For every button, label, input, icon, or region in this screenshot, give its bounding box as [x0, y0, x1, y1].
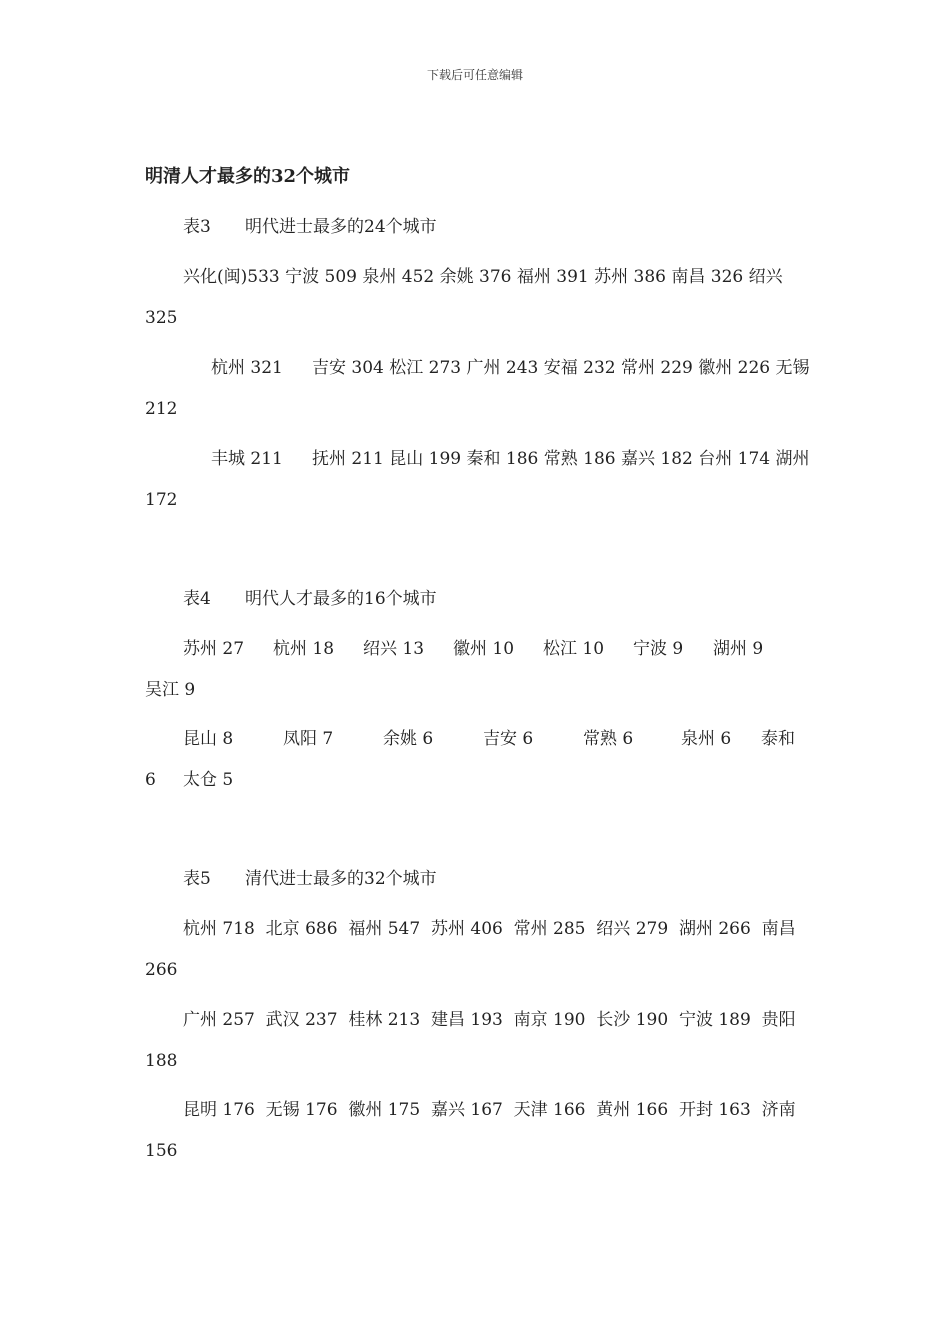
table4-row2-cell: 余姚 6 [383, 729, 434, 749]
table4-row1-cell: 杭州 18 [273, 639, 335, 659]
table3-caption-number: 表3 [183, 217, 211, 237]
table3-line-1: 兴化(闽)533 宁波 509 泉州 452 余姚 376 福州 391 苏州 386 南昌 326 绍兴 [183, 267, 783, 287]
table5-caption-number: 表5 [183, 869, 211, 889]
table4-row2-cell: 凤阳 7 [283, 729, 334, 749]
table4-row2-cell: 泰和 [761, 729, 795, 749]
table4-row1-wrap: 吴江 9 [145, 680, 196, 700]
table5-line-1: 杭州 718 北京 686 福州 547 苏州 406 常州 285 绍兴 279 湖州 266 南昌 [183, 919, 796, 939]
table5-line-3: 昆明 176 无锡 176 徽州 175 嘉兴 167 天津 166 黄州 166 开封 163 济南 [183, 1100, 796, 1120]
table3-line-2-first: 杭州 321 [211, 358, 283, 378]
table3-line-3-wrap: 172 [145, 490, 178, 510]
table5-line-2: 广州 257 武汉 237 桂林 213 建昌 193 南京 190 长沙 190 宁波 189 贵阳 [183, 1010, 796, 1030]
table4-row2-cell: 泉州 6 [681, 729, 732, 749]
table4-row2-wrap-number: 6 [145, 770, 156, 790]
table3-line-2-wrap: 212 [145, 399, 178, 419]
table4-caption-number: 表4 [183, 589, 211, 609]
table5-line-1-wrap: 266 [145, 960, 178, 980]
table4-row1-cell: 苏州 27 [183, 639, 245, 659]
table4-row1-cell: 徽州 10 [453, 639, 515, 659]
table4-row2-cell: 吉安 6 [483, 729, 534, 749]
table4-row2-cell: 昆山 8 [183, 729, 234, 749]
table4-row1-cell: 绍兴 13 [363, 639, 425, 659]
page-header: 下载后可任意编辑 [426, 68, 523, 82]
table3-line-3-first: 丰城 211 [211, 449, 283, 469]
table4-row2-cell: 常熟 6 [583, 729, 634, 749]
table3-line-2-rest: 吉安 304 松江 273 广州 243 安福 232 常州 229 徽州 226 无锡 [312, 358, 810, 378]
table3-line-1-wrap: 325 [145, 308, 178, 328]
table4-caption: 明代人才最多的16个城市 [245, 589, 437, 609]
table5-caption: 清代进士最多的32个城市 [245, 869, 437, 889]
table3-caption: 明代进士最多的24个城市 [245, 217, 437, 237]
table4-row2-wrap: 太仓 5 [183, 770, 234, 790]
document-title: 明清人才最多的32个城市 [145, 166, 351, 187]
table4-row1-cell: 湖州 9 [713, 639, 764, 659]
table4-row1-cell: 松江 10 [543, 639, 605, 659]
table4-row1-cell: 宁波 9 [633, 639, 684, 659]
table5-line-3-wrap: 156 [145, 1141, 178, 1161]
table5-line-2-wrap: 188 [145, 1051, 178, 1071]
table3-line-3-rest: 抚州 211 昆山 199 秦和 186 常熟 186 嘉兴 182 台州 174 湖州 [312, 449, 810, 469]
